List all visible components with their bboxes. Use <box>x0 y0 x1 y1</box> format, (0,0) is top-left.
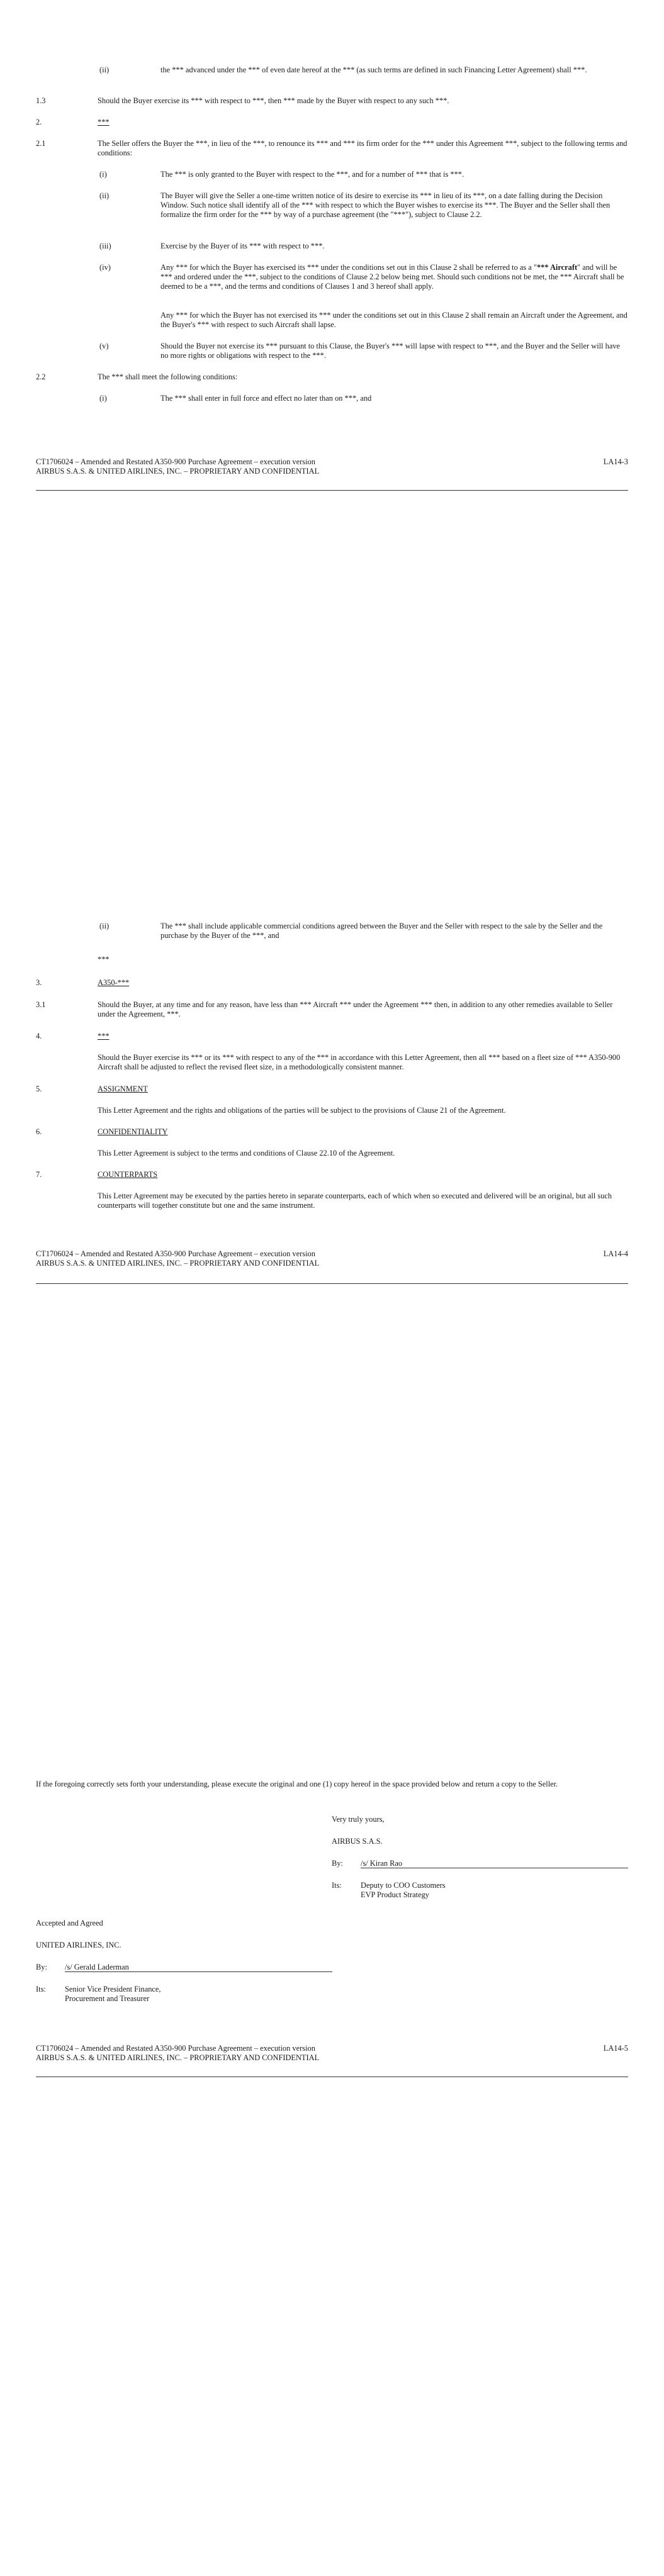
section-text: This Letter Agreement and the rights and obligations of the parties will be subject to the provisions of Clause 21 of the Agreement. <box>98 1106 506 1115</box>
page-number: LA14-5 <box>603 2044 628 2053</box>
by-label: By: <box>332 1859 343 1868</box>
section-text: Should the Buyer exercise its *** with respect to ***, then *** made by the Buyer with respect to any such ***. <box>98 96 449 105</box>
closing-salutation: Very truly yours, <box>332 1815 385 1824</box>
section-heading: *** <box>98 118 110 126</box>
clause-text: The *** shall enter in full force and effect no later than on ***, and <box>160 394 372 403</box>
clause-text: the *** advanced under the *** of even date hereof at the *** (as such terms are defined in such Financing Letter Agreement) shall ***. <box>160 65 587 74</box>
seller-title-2: EVP Product Strategy <box>361 1890 429 1899</box>
its-label: Its: <box>36 1985 46 1993</box>
clause-number: (ii) <box>99 65 110 74</box>
clause-text-part: " and will be *** and ordered under the ***, subject to the conditions of Clause 2.2 below being met. Should such conditions not be met, the *** Aircraft shall be deemed to be a ***, and the terms and conditions of Clauses 1 and 3 hereof shall apply. <box>160 263 624 291</box>
clause-number: (i) <box>99 170 107 179</box>
section-number: 2.2 <box>36 372 46 381</box>
clause-text: Should the Buyer not exercise its *** pursuant to this Clause, the Buyer's *** will lapse with respect to ***, and the Buyer and the Seller will have no more rights or obligations with respect to the ***. <box>160 342 621 360</box>
section-heading: *** <box>98 1032 110 1040</box>
section-text: The *** shall meet the following conditions: <box>98 372 238 381</box>
by-label: By: <box>36 1963 47 1971</box>
footer-line-2: AIRBUS S.A.S. & UNITED AIRLINES, INC. – PROPRIETARY AND CONFIDENTIAL <box>36 2053 320 2062</box>
section-number: 2. <box>36 118 42 126</box>
buyer-signature-line <box>65 1963 332 1972</box>
section-text: The Seller offers the Buyer the ***, in lieu of the ***, to renounce its *** and *** its firm order for the *** under this Agreement ***, subject to the following terms and conditions: <box>98 139 627 157</box>
section-heading: A350-*** <box>98 978 130 987</box>
section-number: 3. <box>36 978 42 987</box>
footer-rule <box>36 490 628 491</box>
buyer-signature: /s/ Gerald Laderman <box>65 1963 129 1971</box>
section-text: This Letter Agreement is subject to the terms and conditions of Clause 22.10 of the Agreement. <box>98 1149 395 1157</box>
footer-rule <box>36 1283 628 1284</box>
clause-number: (ii) <box>99 922 110 930</box>
section-number: 1.3 <box>36 96 46 105</box>
section-text: Should the Buyer, at any time and for any reason, have less than *** Aircraft *** under the Agreement *** then, in addition to any other remedies available to Seller under the Agreement, ***. <box>98 1000 613 1018</box>
clause-number: (iii) <box>99 242 111 250</box>
seller-name: AIRBUS S.A.S. <box>332 1837 383 1846</box>
footer-line-1: CT1706024 – Amended and Restated A350-900 Purchase Agreement – execution version <box>36 457 315 466</box>
footer-line-1: CT1706024 – Amended and Restated A350-900 Purchase Agreement – execution version <box>36 2044 315 2053</box>
section-text: Should the Buyer exercise its *** or its *** with respect to any of the *** in accordance with this Letter Agreement, then all *** based on a fleet size of *** A350-900 Aircraft shall be adjusted to reflect the revised fleet size, in a methodologically consistent manner. <box>98 1053 621 1071</box>
its-label: Its: <box>332 1881 342 1890</box>
redacted-line: *** <box>98 955 110 964</box>
clause-text: The Buyer will give the Seller a one-time written notice of its desire to exercise its *** in lieu of its ***, on a date falling during the Decision Window. Such notice shall identify all of the *** with respect to which the Buyer wishes to exercise its ***. The Buyer and the Seller shall then formalize the firm order for the *** by way of a purchase agreement (the "***"), subject to Clause 2.2. <box>160 191 611 219</box>
seller-signature: /s/ Kiran Rao <box>361 1859 403 1868</box>
section-heading: ASSIGNMENT <box>98 1084 148 1093</box>
footer-line-1: CT1706024 – Amended and Restated A350-900 Purchase Agreement – execution version <box>36 1249 315 1258</box>
clause-number: (ii) <box>99 191 110 200</box>
defined-term: *** Aircraft <box>536 263 578 272</box>
section-text: This Letter Agreement may be executed by the parties hereto in separate counterparts, each of which when so executed and delivered will be an original, but all such counterparts will together constitute but one and the same instrument. <box>98 1191 612 1210</box>
buyer-name: UNITED AIRLINES, INC. <box>36 1941 121 1949</box>
seller-signature-line <box>361 1859 628 1868</box>
clause-text: The *** shall include applicable commercial conditions agreed between the Buyer and the Seller with respect to the sale by the Seller and the purchase by the Buyer of the ***, and <box>160 922 603 940</box>
section-heading: CONFIDENTIALITY <box>98 1127 168 1136</box>
footer-line-2: AIRBUS S.A.S. & UNITED AIRLINES, INC. – PROPRIETARY AND CONFIDENTIAL <box>36 1259 320 1268</box>
section-number: 6. <box>36 1127 42 1136</box>
section-number: 7. <box>36 1170 42 1179</box>
clause-number: (iv) <box>99 263 111 272</box>
section-number: 4. <box>36 1032 42 1040</box>
buyer-title-1: Senior Vice President Finance, <box>65 1985 161 1993</box>
seller-title-1: Deputy to COO Customers <box>361 1881 446 1890</box>
clause-text: The *** is only granted to the Buyer with respect to the ***, and for a number of *** that is ***. <box>160 170 464 179</box>
section-heading: COUNTERPARTS <box>98 1170 158 1179</box>
clause-text-part: Any *** for which the Buyer has exercised its *** under the conditions set out in this Clause 2 shall be referred to as a " <box>160 263 537 272</box>
section-number: 3.1 <box>36 1000 46 1009</box>
section-number: 5. <box>36 1084 42 1093</box>
accepted-heading: Accepted and Agreed <box>36 1919 103 1927</box>
buyer-title-2: Procurement and Treasurer <box>65 1994 150 2003</box>
page-number: LA14-3 <box>603 457 628 466</box>
clause-text <box>160 263 629 291</box>
clause-number: (i) <box>99 394 107 403</box>
page-number: LA14-4 <box>603 1249 628 1258</box>
clause-text: Exercise by the Buyer of its *** with respect to ***. <box>160 242 325 250</box>
footer-line-2: AIRBUS S.A.S. & UNITED AIRLINES, INC. – PROPRIETARY AND CONFIDENTIAL <box>36 467 320 476</box>
closing-paragraph: If the foregoing correctly sets forth your understanding, please execute the original and one (1) copy hereof in the space provided below and return a copy to the Seller. <box>36 1780 558 1788</box>
section-number: 2.1 <box>36 139 46 148</box>
clause-number: (v) <box>99 342 109 350</box>
clause-text: Any *** for which the Buyer has not exercised its *** under the conditions set out in this Clause 2 shall remain an Aircraft under the Agreement, and the Buyer's *** with respect to such Aircraft shall lapse. <box>160 311 627 329</box>
